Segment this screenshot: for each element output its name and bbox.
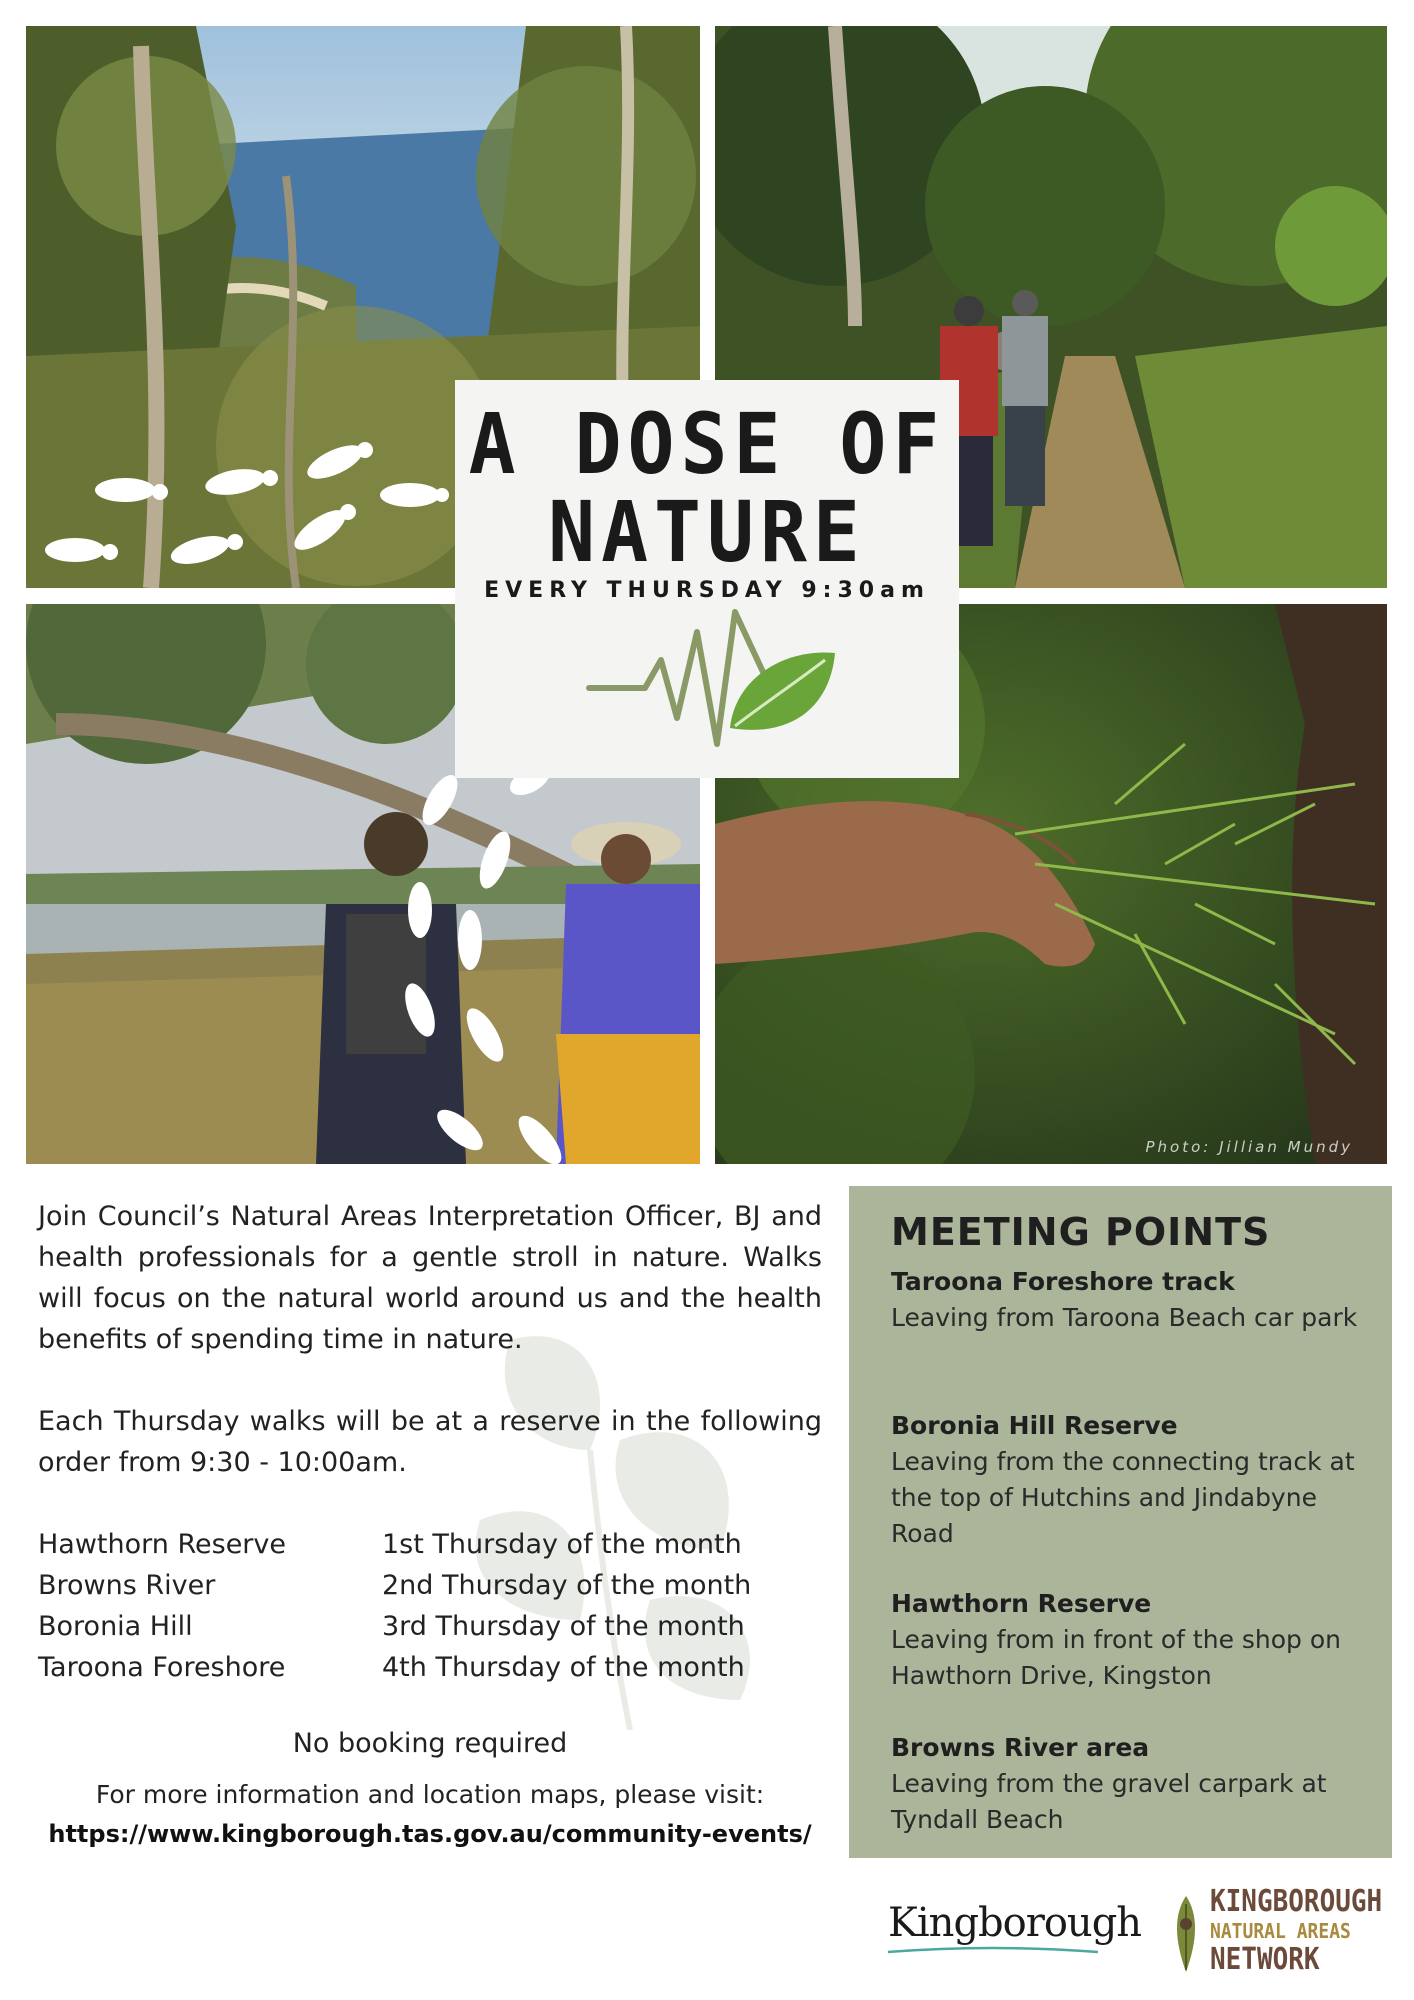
schedule-when: 1st Thursday of the month	[382, 1529, 742, 1560]
website-link[interactable]: https://www.kingborough.tas.gov.au/community-events/	[48, 1820, 812, 1848]
schedule-when: 4th Thursday of the month	[382, 1652, 745, 1683]
schedule-place: Boronia Hill	[38, 1611, 193, 1642]
poster-subtitle: EVERY THURSDAY 9:30am	[484, 578, 930, 603]
meeting-point	[891, 1586, 1361, 1694]
no-booking-note: No booking required	[292, 1728, 568, 1759]
kna-line1: KINGBOROUGH	[1210, 1884, 1383, 1920]
meeting-points-title: MEETING POINTS	[891, 1210, 1271, 1254]
kingborough-logo	[888, 1900, 1142, 1956]
meeting-point	[891, 1264, 1361, 1336]
schedule-when: 3rd Thursday of the month	[382, 1611, 745, 1642]
kna-line2: NATURAL AREAS	[1210, 1919, 1351, 1944]
kna-line3: NETWORK	[1210, 1942, 1320, 1978]
poster-title-line1: A DOSE OF	[468, 396, 946, 494]
poster-title-line2: NATURE	[548, 484, 866, 582]
schedule-row	[38, 1565, 798, 1606]
swoosh-icon	[888, 1946, 1098, 1956]
meeting-point-desc: Leaving from the connecting track at the top of Hutchins and Jindabyne Road	[891, 1447, 1355, 1548]
schedule-row	[38, 1524, 798, 1565]
meeting-point-name: Taroona Foreshore track	[891, 1267, 1235, 1296]
photo-credit: Photo: Jillian Mundy	[1145, 1138, 1353, 1156]
heartbeat-leaf-icon	[585, 608, 845, 758]
meeting-points-panel	[849, 1186, 1392, 1858]
schedule-place: Hawthorn Reserve	[38, 1529, 286, 1560]
intro-text	[38, 1196, 822, 1524]
meeting-point-name: Boronia Hill Reserve	[891, 1411, 1178, 1440]
schedule-place: Browns River	[38, 1570, 216, 1601]
schedule-row	[38, 1606, 798, 1647]
kingborough-logo-text: Kingborough	[888, 1900, 1142, 1946]
meeting-point	[891, 1730, 1361, 1838]
schedule-when: 2nd Thursday of the month	[382, 1570, 752, 1601]
intro-paragraph: Each Thursday walks will be at a reserve in the following order from 9:30 - 10:00am.	[38, 1406, 822, 1478]
meeting-point-desc: Leaving from the gravel carpark at Tyndall Beach	[891, 1769, 1327, 1834]
meeting-point-desc: Leaving from Taroona Beach car park	[891, 1303, 1358, 1332]
schedule-row	[38, 1647, 798, 1688]
more-info-text: For more information and location maps, please visit:	[95, 1780, 765, 1809]
kingborough-natural-areas-logo	[1168, 1884, 1383, 1978]
meeting-point-name: Hawthorn Reserve	[891, 1589, 1152, 1618]
meeting-point-desc: Leaving from in front of the shop on Hawthorn Drive, Kingston	[891, 1625, 1342, 1690]
schedule-place: Taroona Foreshore	[38, 1652, 286, 1683]
meeting-point-name: Browns River area	[891, 1733, 1150, 1762]
title-card	[455, 380, 959, 778]
leaf-logo-icon	[1168, 1894, 1204, 1974]
intro-paragraph: Join Council’s Natural Areas Interpretation Officer, BJ and health professionals for a gentle stroll in nature. Walks will focus on the natural world around us and the health benefits of spending time in nature.	[38, 1201, 822, 1355]
meeting-point	[891, 1408, 1361, 1552]
walk-schedule	[38, 1524, 798, 1688]
